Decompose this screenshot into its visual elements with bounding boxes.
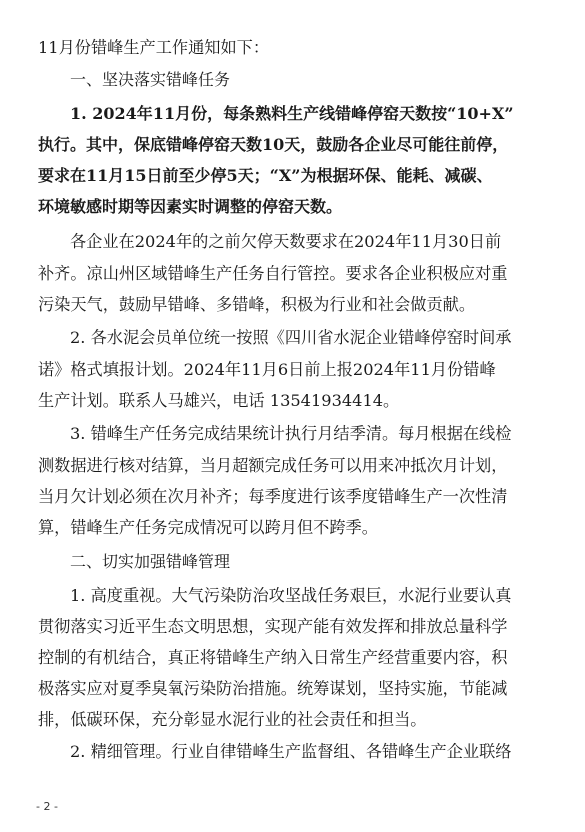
s2-p1-line: 1. 高度重视。大气污染防治攻坚战任务艰巨，水泥行业要认真 [70, 586, 512, 605]
page-number: - 2 - [36, 800, 58, 813]
s1-p2-line: 诺》格式填报计划。2024年11月6日前上报2024年11月份错峰 [38, 360, 496, 379]
s1-p1-bold-line: 1. 2024年11月份，每条熟料生产线错峰停窑天数按“10+X” [70, 104, 514, 123]
s1-p3-line: 测数据进行核对结算，当月超额完成任务可以用来冲抵次月计划， [38, 456, 508, 475]
section2-heading: 二、切实加强错峰管理 [70, 552, 231, 571]
s1-p1-line: 污染天气，鼓励早错峰、多错峰，积极为行业和社会做贡献。 [38, 295, 476, 314]
s2-p1-line: 控制的有机结合，真正将错峰生产纳入日常生产经营重要内容，积 [38, 648, 508, 667]
intro-text: 11月份错峰生产工作通知如下： [38, 38, 270, 57]
s1-p3-line: 当月欠计划必须在次月补齐；每季度进行该季度错峰生产一次性清 [38, 487, 508, 506]
s2-p1-line: 极落实应对夏季臭氧污染防治措施。统筹谋划，坚持实施，节能减 [38, 679, 508, 698]
s2-p1-line: 贯彻落实习近平生态文明思想，实现产能有效发挥和排放总量科学 [38, 617, 508, 636]
s1-p1-line: 补齐。凉山州区域错峰生产任务自行管控。要求各企业积极应对重 [38, 264, 508, 283]
s1-p2-line: 生产计划。联系人马雄兴，电话 13541934414。 [38, 391, 400, 410]
s1-p1-line: 各企业在2024年的之前欠停天数要求在2024年11月30日前 [70, 232, 502, 251]
s2-p1-line: 排，低碳环保，充分彰显水泥行业的社会责任和担当。 [38, 710, 427, 729]
s1-p3-line: 算，错峰生产任务完成情况可以跨月但不跨季。 [38, 518, 378, 537]
s1-p1-bold-line: 执行。其中，保底错峰停窑天数10天，鼓励各企业尽可能往前停， [38, 135, 509, 154]
s1-p2-line: 2. 各水泥会员单位统一按照《四川省水泥企业错峰停窑时间承 [70, 328, 512, 347]
s1-p3-line: 3. 错峰生产任务完成结果统计执行月结季清。每月根据在线检 [70, 424, 512, 443]
section1-heading: 一、坚决落实错峰任务 [70, 70, 231, 89]
s1-p1-bold-line: 要求在11月15日前至少停5天；“X”为根据环保、能耗、减碳、 [38, 166, 493, 185]
s2-p2-line: 2. 精细管理。行业自律错峰生产监督组、各错峰生产企业联络 [70, 742, 512, 761]
s1-p1-bold-line: 环境敏感时期等因素实时调整的停窑天数。 [38, 197, 343, 216]
